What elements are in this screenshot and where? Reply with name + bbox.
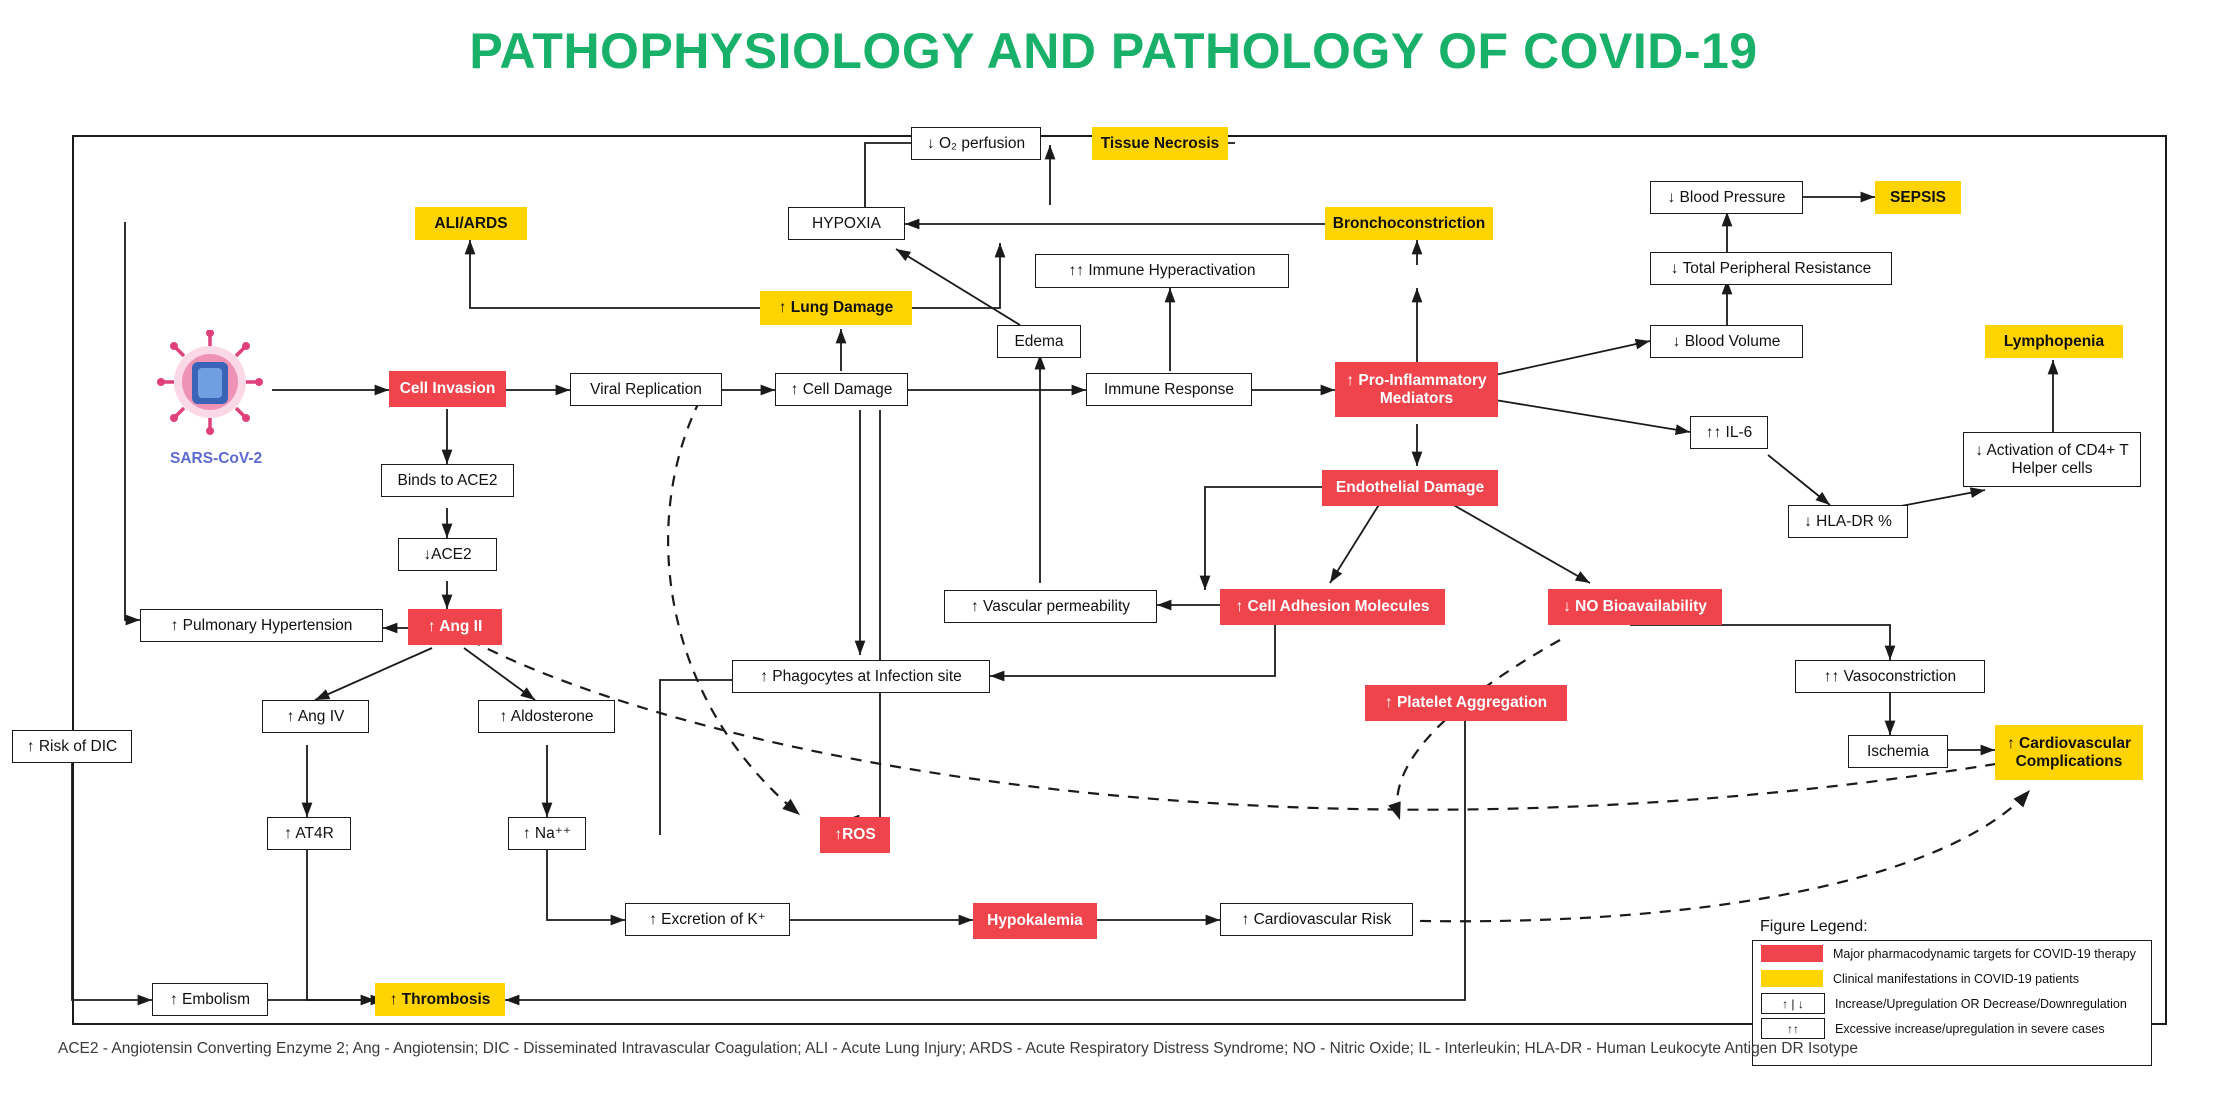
legend-symbol: ↑ | ↓ [1782, 996, 1804, 1011]
node-hypokalemia[interactable]: Hypokalemia [973, 903, 1097, 939]
legend-label: Clinical manifestations in COVID-19 patients [1833, 971, 2079, 986]
node-platelet-aggregation[interactable]: ↑ Platelet Aggregation [1365, 685, 1567, 721]
legend-label: Major pharmacodynamic targets for COVID-19 therapy [1833, 946, 2136, 961]
node-at4r[interactable]: ↑ AT4R [267, 817, 351, 850]
node-lung-damage[interactable]: ↑ Lung Damage [760, 291, 912, 325]
virus-icon [150, 330, 270, 440]
node-cell-damage[interactable]: ↑ Cell Damage [775, 373, 908, 406]
node-tissue-necrosis[interactable]: Tissue Necrosis [1092, 127, 1228, 160]
virus-label: SARS-CoV-2 [170, 450, 263, 467]
node-no-bioavailability[interactable]: ↓ NO Bioavailability [1548, 589, 1722, 625]
legend-swatch-red [1761, 945, 1823, 962]
legend-label: Excessive increase/upregulation in severe cases [1835, 1021, 2105, 1036]
node-phagocytes[interactable]: ↑ Phagocytes at Infection site [732, 660, 990, 693]
legend-swatch-yellow [1761, 970, 1823, 987]
node-o2-perfusion[interactable]: ↓ O₂ perfusion [911, 127, 1041, 160]
abbreviations-footnote: ACE2 - Angiotensin Converting Enzyme 2; Ang - Angiotensin; DIC - Disseminated Intravascular Coagulation; ALI - Acute Lung Injury; ARDS - Acute Respiratory Distress Syndrome; NO - Nitric Oxide; IL - Interleukin; HLA-DR - Human Leukocyte Antigen DR Isotype [58, 1040, 1858, 1057]
node-sepsis[interactable]: SEPSIS [1875, 181, 1961, 214]
node-ang-ii[interactable]: ↑ Ang II [408, 609, 502, 645]
node-hla-dr[interactable]: ↓ HLA-DR % [1788, 505, 1908, 538]
node-immune-hyperactivation[interactable]: ↑↑ Immune Hyperactivation [1035, 254, 1289, 288]
legend-label: Increase/Upregulation OR Decrease/Downregulation [1835, 996, 2127, 1011]
node-immune-response[interactable]: Immune Response [1086, 373, 1252, 406]
node-hypoxia[interactable]: HYPOXIA [788, 207, 905, 240]
node-viral-replication[interactable]: Viral Replication [570, 373, 722, 406]
node-cd4-activation[interactable]: ↓ Activation of CD4+ T Helper cells [1963, 432, 2141, 487]
node-na[interactable]: ↑ Na⁺⁺ [508, 817, 586, 850]
node-embolism[interactable]: ↑ Embolism [152, 983, 268, 1016]
legend-symbol: ↑↑ [1787, 1021, 1799, 1036]
node-cell-invasion[interactable]: Cell Invasion [389, 371, 506, 407]
node-cardiovascular-complications[interactable]: ↑ Cardiovascular Complications [1995, 725, 2143, 780]
node-aldosterone[interactable]: ↑ Aldosterone [478, 700, 615, 733]
page-title: PATHOPHYSIOLOGY AND PATHOLOGY OF COVID-19 [469, 23, 1758, 79]
node-thrombosis[interactable]: ↑ Thrombosis [375, 983, 505, 1016]
legend-row [1753, 966, 2151, 991]
node-il6[interactable]: ↑↑ IL-6 [1690, 416, 1768, 449]
node-ros[interactable]: ↑ROS [820, 817, 890, 853]
node-ace2-down[interactable]: ↓ACE2 [398, 538, 497, 571]
node-cardiovascular-risk[interactable]: ↑ Cardiovascular Risk [1220, 903, 1413, 936]
node-edema[interactable]: Edema [997, 325, 1081, 358]
node-ang-iv[interactable]: ↑ Ang IV [262, 700, 369, 733]
node-ischemia[interactable]: Ischemia [1848, 735, 1948, 768]
node-pulmonary-hypertension[interactable]: ↑ Pulmonary Hypertension [140, 609, 383, 642]
node-excretion-k[interactable]: ↑ Excretion of K⁺ [625, 903, 790, 936]
legend-row [1753, 991, 2151, 1016]
node-risk-of-dic[interactable]: ↑ Risk of DIC [12, 730, 132, 763]
legend-row [1753, 941, 2151, 966]
node-binds-to-ace2[interactable]: Binds to ACE2 [381, 464, 514, 497]
node-pro-inflammatory-mediators[interactable]: ↑ Pro-Inflammatory Mediators [1335, 362, 1498, 417]
node-bronchoconstriction[interactable]: Bronchoconstriction [1325, 207, 1493, 240]
node-blood-volume[interactable]: ↓ Blood Volume [1650, 325, 1803, 358]
node-ali-ards[interactable]: ALI/ARDS [415, 207, 527, 240]
node-endothelial-damage[interactable]: Endothelial Damage [1322, 470, 1498, 506]
node-blood-pressure[interactable]: ↓ Blood Pressure [1650, 181, 1803, 214]
node-lymphopenia[interactable]: Lymphopenia [1985, 325, 2123, 358]
node-vascular-permeability[interactable]: ↑ Vascular permeability [944, 590, 1157, 623]
legend-title: Figure Legend: [1760, 918, 1868, 935]
node-cell-adhesion-molecules[interactable]: ↑ Cell Adhesion Molecules [1220, 589, 1445, 625]
legend-box-arrows [1761, 993, 1825, 1014]
node-total-peripheral-resistance[interactable]: ↓ Total Peripheral Resistance [1650, 252, 1892, 285]
legend-box-double-arrow [1761, 1018, 1825, 1039]
node-vasoconstriction[interactable]: ↑↑ Vasoconstriction [1795, 660, 1985, 693]
